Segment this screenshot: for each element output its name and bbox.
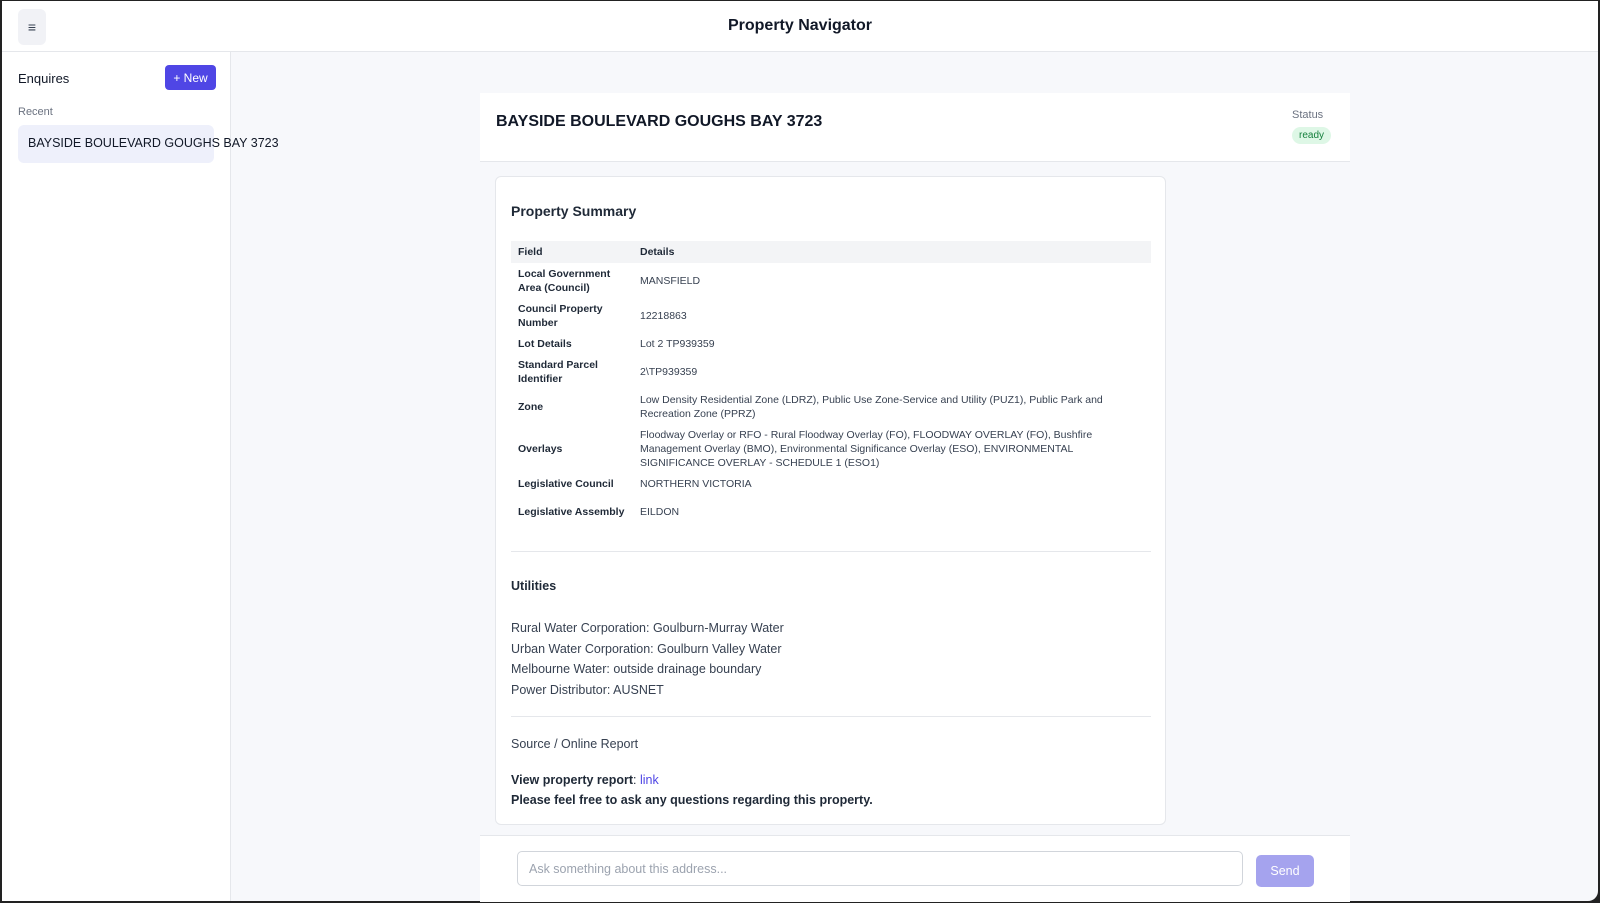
details-cell: NORTHERN VICTORIA bbox=[640, 477, 752, 490]
app-window bbox=[2, 1, 1598, 901]
table-row bbox=[511, 473, 1151, 494]
table-row bbox=[511, 298, 1151, 333]
utilities-list bbox=[511, 618, 784, 700]
sidebar-title: Enquires bbox=[18, 71, 70, 86]
report-link[interactable]: link bbox=[639, 773, 659, 787]
summary-table bbox=[511, 241, 1151, 529]
column-header-details: Details bbox=[633, 241, 1151, 263]
divider bbox=[511, 716, 1151, 717]
ask-input[interactable] bbox=[517, 851, 1243, 886]
details-cell: EILDON bbox=[640, 505, 680, 518]
chat-input-bar bbox=[480, 835, 1350, 902]
table-row bbox=[511, 494, 1151, 529]
details-cell: MANSFIELD bbox=[640, 274, 701, 287]
list-item: Rural Water Corporation: Goulburn-Murray Water bbox=[511, 621, 784, 635]
property-title: BAYSIDE BOULEVARD GOUGHS BAY 3723 bbox=[496, 113, 823, 130]
details-cell: 12218863 bbox=[640, 309, 687, 322]
summary-title: Property Summary bbox=[511, 203, 637, 219]
list-item: Power Distributor: AUSNET bbox=[511, 682, 664, 697]
divider bbox=[511, 551, 1151, 552]
new-enquiry-button[interactable]: + New bbox=[165, 65, 216, 90]
recent-label: Recent bbox=[18, 106, 53, 118]
table-row bbox=[511, 333, 1151, 354]
source-label: Source / Online Report bbox=[511, 737, 639, 751]
table-row bbox=[511, 354, 1151, 389]
app-title: Property Navigator bbox=[727, 17, 873, 34]
menu-icon[interactable]: ≡ bbox=[18, 9, 46, 45]
report-prefix: View property report bbox=[511, 773, 634, 787]
field-cell: Legislative Assembly bbox=[518, 505, 625, 518]
utilities-title: Utilities bbox=[511, 579, 557, 593]
table-row bbox=[511, 263, 1151, 298]
field-cell: Lot Details bbox=[518, 337, 572, 350]
field-cell: Zone bbox=[518, 400, 544, 413]
report-separator: : bbox=[633, 773, 640, 787]
field-cell: Legislative Council bbox=[518, 477, 614, 490]
field-cell: Overlays bbox=[518, 442, 563, 455]
list-item: Urban Water Corporation: Goulburn Valley Water bbox=[511, 641, 782, 656]
property-summary-card bbox=[495, 176, 1166, 825]
table-row bbox=[511, 389, 1151, 424]
top-bar bbox=[2, 1, 1598, 52]
field-cell: Standard Parcel Identifier bbox=[518, 358, 598, 385]
table-header-row bbox=[511, 241, 1151, 263]
status-label: Status bbox=[1292, 109, 1324, 121]
report-line bbox=[511, 773, 659, 787]
details-cell: Lot 2 TP939359 bbox=[640, 337, 715, 350]
column-header-field: Field bbox=[511, 241, 633, 263]
status-badge: ready bbox=[1292, 127, 1331, 144]
field-cell: Local Government Area (Council) bbox=[518, 267, 611, 294]
details-cell: Low Density Residential Zone (LDRZ), Public Use Zone-Service and Utility (PUZ1), Public Park and Recreation Zone (PPRZ) bbox=[640, 393, 1103, 420]
sidebar bbox=[2, 52, 279, 901]
details-cell: 2\TP939359 bbox=[640, 365, 698, 378]
list-item: Melbourne Water: outside drainage boundary bbox=[511, 662, 762, 676]
field-cell: Council Property Number bbox=[518, 302, 603, 329]
details-cell: Floodway Overlay or RFO - Rural Floodway Overlay (FO), FLOODWAY OVERLAY (FO), Bushfire Management Overlay (BMO), Environmental Significance Overlay (ESO), ENVIRONMENTAL SIGNIFICANCE OVERLAY - SCHEDULE 1 (ESO1) bbox=[640, 428, 1093, 469]
table-row bbox=[511, 424, 1151, 473]
recent-item[interactable]: BAYSIDE BOULEVARD GOUGHS BAY 3723 bbox=[18, 125, 214, 163]
property-header bbox=[480, 93, 1350, 162]
ask-note: Please feel free to ask any questions regarding this property. bbox=[511, 793, 873, 807]
send-button[interactable]: Send bbox=[1256, 855, 1314, 887]
